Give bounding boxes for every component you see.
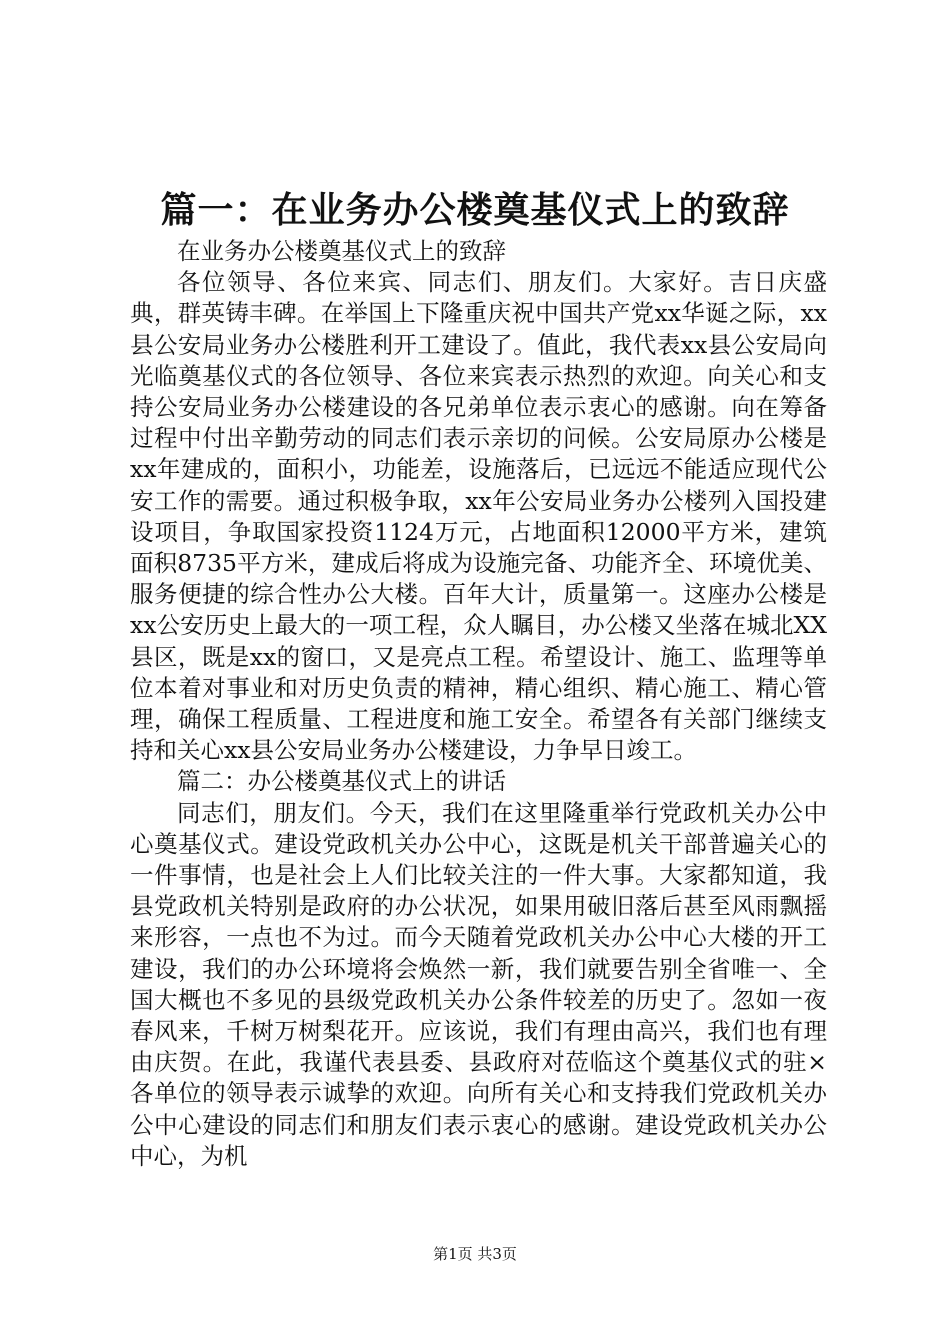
paragraph-subtitle-2: 篇二：办公楼奠基仪式上的讲话 — [177, 767, 506, 796]
paragraph-speech-1: 各位领导、各位来宾、同志们、朋友们。大家好。吉日庆盛典，群英铸丰碑。在举国上下隆重庆祝中国共产党xx华诞之际，xx县公安局业务办公楼胜利开工建设了。值此，我代表xx县公安局向光临奠基仪式的各位领导、各位来宾表示热烈的欢迎。向关心和支持公安局业务办公楼建设的各兄弟单位表示衷心的感谢。向在筹备过程中付出辛勤劳动的同志们表示亲切的问候。公安局原办公楼是xx年建成的，面积小，功能差，设施落后，已远远不能适应现代公安工作的需要。通过积极争取，xx年公安局业务办公楼列入国投建设项目，争取国家投资1124万元，占地面积12000平方米，建筑面积8735平方米，建成后将成为设施完备、功能齐全、环境优美、服务便捷的综合性办公大楼。百年大计，质量第一。这座办公楼是xx公安历史上最大的一项工程，众人瞩目，办公楼又坐落在城北XX县区，既是xx的窗口，又是亮点工程。希望设计、施工、监理等单位本着对事业和对历史负责的精神，精心组织、精心施工、精心管理，确保工程质量、工程进度和施工安全。希望各有关部门继续支持和关心xx县公安局业务办公楼建设，力争早日竣工。 — [130, 268, 827, 765]
document-title: 篇一：在业务办公楼奠基仪式上的致辞 — [160, 189, 790, 231]
paragraph-subtitle-1: 在业务办公楼奠基仪式上的致辞 — [177, 237, 506, 265]
page-number: 第1页 共3页 — [433, 1245, 517, 1263]
paragraph-speech-2: 同志们，朋友们。今天，我们在这里隆重举行党政机关办公中心奠基仪式。建设党政机关办公中心，这既是机关干部普遍关心的一件事情，也是社会上人们比较关注的一件大事。大家都知道，我县党政机关特别是政府的办公状况，如果用破旧落后甚至风雨飘摇来形容，一点也不为过。而今天随着党政机关办公中心大楼的开工建设，我们的办公环境将会焕然一新，我们就要告别全省唯一、全国大概也不多见的县级党政机关办公条件较差的历史了。忽如一夜春风来，千树万树梨花开。应该说，我们有理由高兴，我们也有理由庆贺。在此，我谨代表县委、县政府对莅临这个奠基仪式的驻×各单位的领导表示诚挚的欢迎。向所有关心和支持我们党政机关办公中心建设的同志们和朋友们表示衷心的感谢。建设党政机关办公中心，为机 — [130, 798, 827, 1170]
document-body — [130, 236, 827, 1172]
